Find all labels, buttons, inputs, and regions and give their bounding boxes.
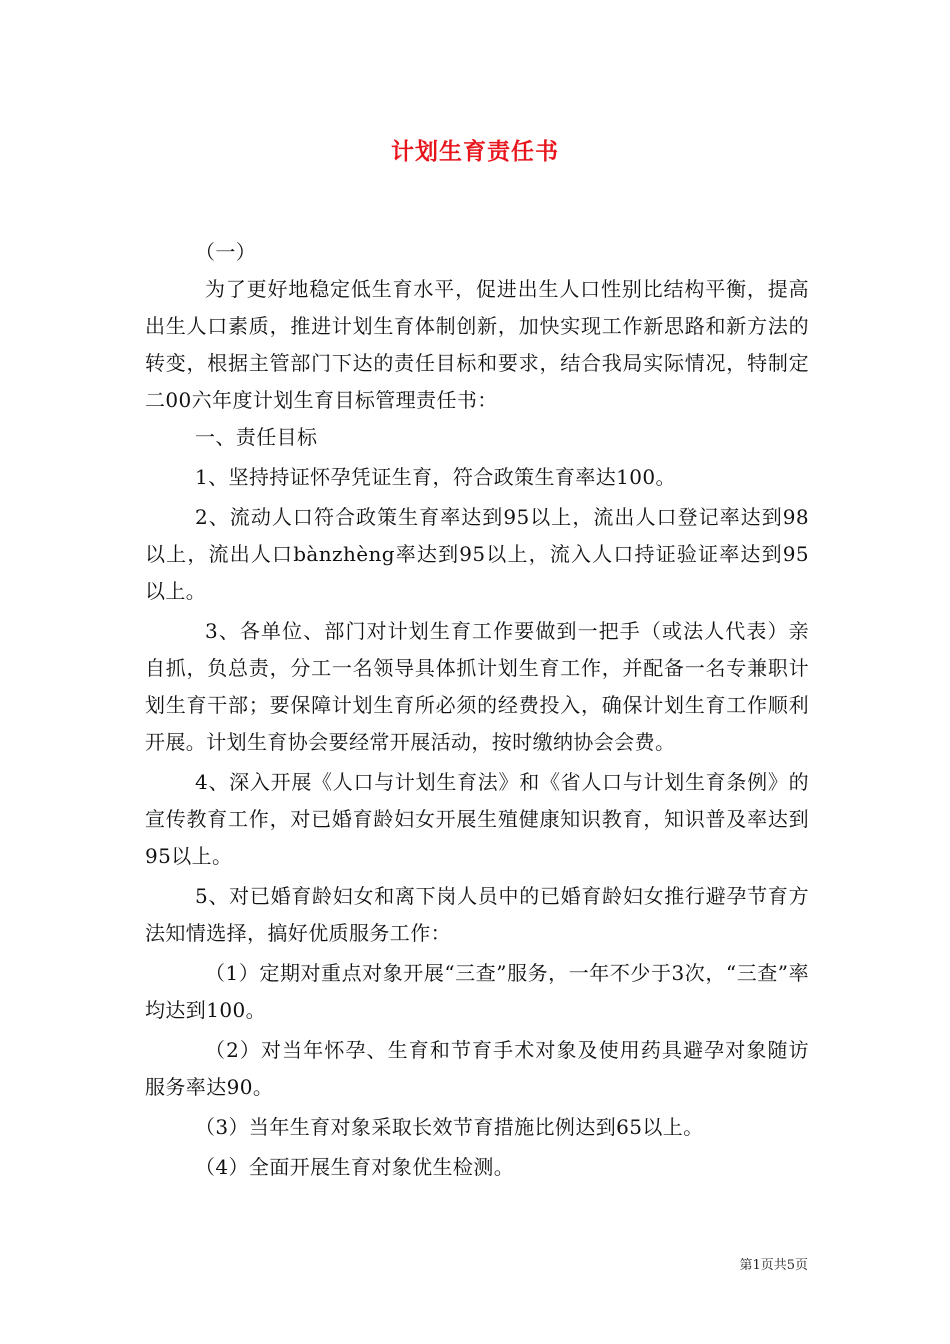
goal-item-4: 4、深入开展《人口与计划生育法》和《省人口与计划生育条例》的宣传教育工作，对已婚育龄妇女开展生殖健康知识教育，知识普及率达到95以上。 xyxy=(145,770,809,868)
sub-item-2: （2）对当年怀孕、生育和节育手术对象及使用药具避孕对象随访服务率达90。 xyxy=(145,1038,809,1099)
goal-item-2: 2、流动人口符合政策生育率达到95以上，流出人口登记率达到98以上，流出人口bànzhèng率达到95以上，流入人口持证验证率达到95以上。 xyxy=(145,505,809,603)
goal-item-3: 3、各单位、部门对计划生育工作要做到一把手（或法人代表）亲自抓，负总责，分工一名领导具体抓计划生育工作，并配备一名专兼职计划生育干部；要保障计划生育所必须的经费投入，确保计划生育工作顺利开展。计划生育协会要经常开展活动，按时缴纳协会会费。 xyxy=(145,619,809,754)
sub-item-3: （3）当年生育对象采取长效节育措施比例达到65以上。 xyxy=(195,1115,704,1139)
goal-item-5: 5、对已婚育龄妇女和离下岗人员中的已婚育龄妇女推行避孕节育方法知情选择，搞好优质服务工作： xyxy=(145,884,809,945)
page-number: 第1页共5页 xyxy=(739,1258,808,1273)
document-body xyxy=(145,234,809,1186)
section-heading: 一、责任目标 xyxy=(195,425,318,449)
intro-paragraph: 为了更好地稳定低生育水平，促进出生人口性别比结构平衡，提高出生人口素质，推进计划生育体制创新，加快实现工作新思路和新方法的转变，根据主管部门下达的责任目标和要求，结合我局实际情况，特制定二00六年度计划生育目标管理责任书： xyxy=(145,277,809,412)
sub-item-4: （4）全面开展生育对象优生检测。 xyxy=(195,1155,515,1179)
sub-item-1: （1）定期对重点对象开展“三查”服务，一年不少于3次，“三查”率均达到100。 xyxy=(145,961,809,1022)
goal-item-1: 1、坚持持证怀孕凭证生育，符合政策生育率达100。 xyxy=(195,465,676,489)
section-label: （一） xyxy=(195,240,257,264)
document-title: 计划生育责任书 xyxy=(391,139,559,165)
